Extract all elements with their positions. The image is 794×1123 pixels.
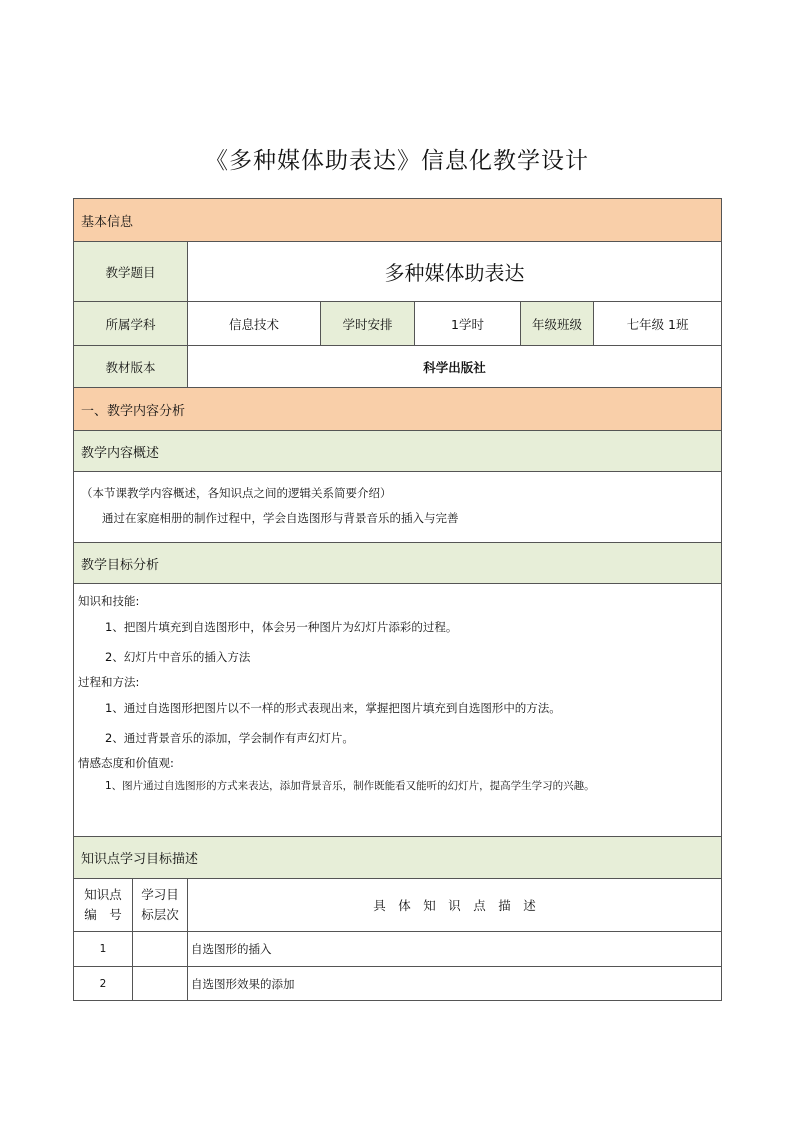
- subject-row: [74, 302, 722, 346]
- knowledge-number: 2: [74, 967, 133, 1001]
- knowledge-number: 1: [74, 932, 133, 967]
- overview-header: 教学内容概述: [74, 431, 722, 472]
- column-header-number: [74, 879, 133, 932]
- table-row: [74, 932, 722, 967]
- objectives-header: 教学目标分析: [74, 543, 722, 584]
- knowledge-level: [133, 932, 188, 967]
- grade-value: 七年级 1班: [594, 302, 722, 346]
- objective-category: 过程和方法:: [78, 675, 140, 689]
- knowledge-level: [133, 967, 188, 1001]
- objective-category: 知识和技能:: [78, 594, 140, 608]
- objective-category: 情感态度和价值观:: [78, 756, 174, 770]
- column-header-level: [133, 879, 188, 932]
- objective-item: 1、把图片填充到自选图形中，体会另一种图片为幻灯片添彩的过程。: [105, 620, 458, 634]
- topic-row: [74, 242, 722, 302]
- edition-row: [74, 346, 722, 388]
- subject-value: 信息技术: [188, 302, 321, 346]
- overview-body: [74, 472, 722, 543]
- column-header-number-line1: 知识点: [84, 887, 122, 902]
- topic-label: 教学题目: [74, 242, 188, 302]
- hours-label: 学时安排: [321, 302, 415, 346]
- overview-note: （本节课教学内容概述，各知识点之间的逻辑关系简要介绍）: [81, 486, 392, 500]
- overview-body-row: [74, 472, 722, 543]
- topic-value: 多种媒体助表达: [188, 242, 722, 302]
- edition-label: 教材版本: [74, 346, 188, 388]
- overview-text: 通过在家庭相册的制作过程中，学会自选图形与背景音乐的插入与完善: [102, 511, 459, 525]
- column-header-level-line2: 标层次: [141, 907, 179, 922]
- knowledge-description: 自选图形的插入: [188, 932, 722, 967]
- knowledge-header-row: [74, 837, 722, 879]
- knowledge-description: 自选图形效果的添加: [188, 967, 722, 1001]
- table-row: [74, 967, 722, 1001]
- objective-item: 1、图片通过自选图形的方式来表达，添加背景音乐，制作既能看又能听的幻灯片，提高学生学习的兴趣。: [105, 780, 595, 792]
- column-header-level-line1: 学习目: [141, 887, 179, 902]
- page-title: 《多种媒体助表达》信息化教学设计: [205, 148, 589, 174]
- content-analysis-header-row: [74, 388, 722, 431]
- objective-item: 1、通过自选图形把图片以不一样的形式表现出来，掌握把图片填充到自选图形中的方法。: [105, 701, 561, 715]
- knowledge-column-header-row: [74, 879, 722, 932]
- column-header-description: 具 体 知 识 点 描 述: [188, 879, 722, 932]
- objectives-header-row: [74, 543, 722, 584]
- hours-value: 1学时: [415, 302, 521, 346]
- subject-label: 所属学科: [74, 302, 188, 346]
- objectives-body: [74, 584, 722, 837]
- objective-item: 2、幻灯片中音乐的插入方法: [105, 650, 251, 664]
- knowledge-header: 知识点学习目标描述: [74, 837, 722, 879]
- objectives-body-row: [74, 584, 722, 837]
- basic-info-header: 基本信息: [74, 199, 722, 242]
- column-header-number-line2: 编 号: [84, 907, 122, 922]
- basic-info-header-row: [74, 199, 722, 242]
- overview-header-row: [74, 431, 722, 472]
- content-analysis-header: 一、教学内容分析: [74, 388, 722, 431]
- lesson-design-table: [73, 198, 722, 1001]
- grade-label: 年级班级: [521, 302, 594, 346]
- objective-item: 2、通过背景音乐的添加，学会制作有声幻灯片。: [105, 731, 354, 745]
- edition-value: 科学出版社: [188, 346, 722, 388]
